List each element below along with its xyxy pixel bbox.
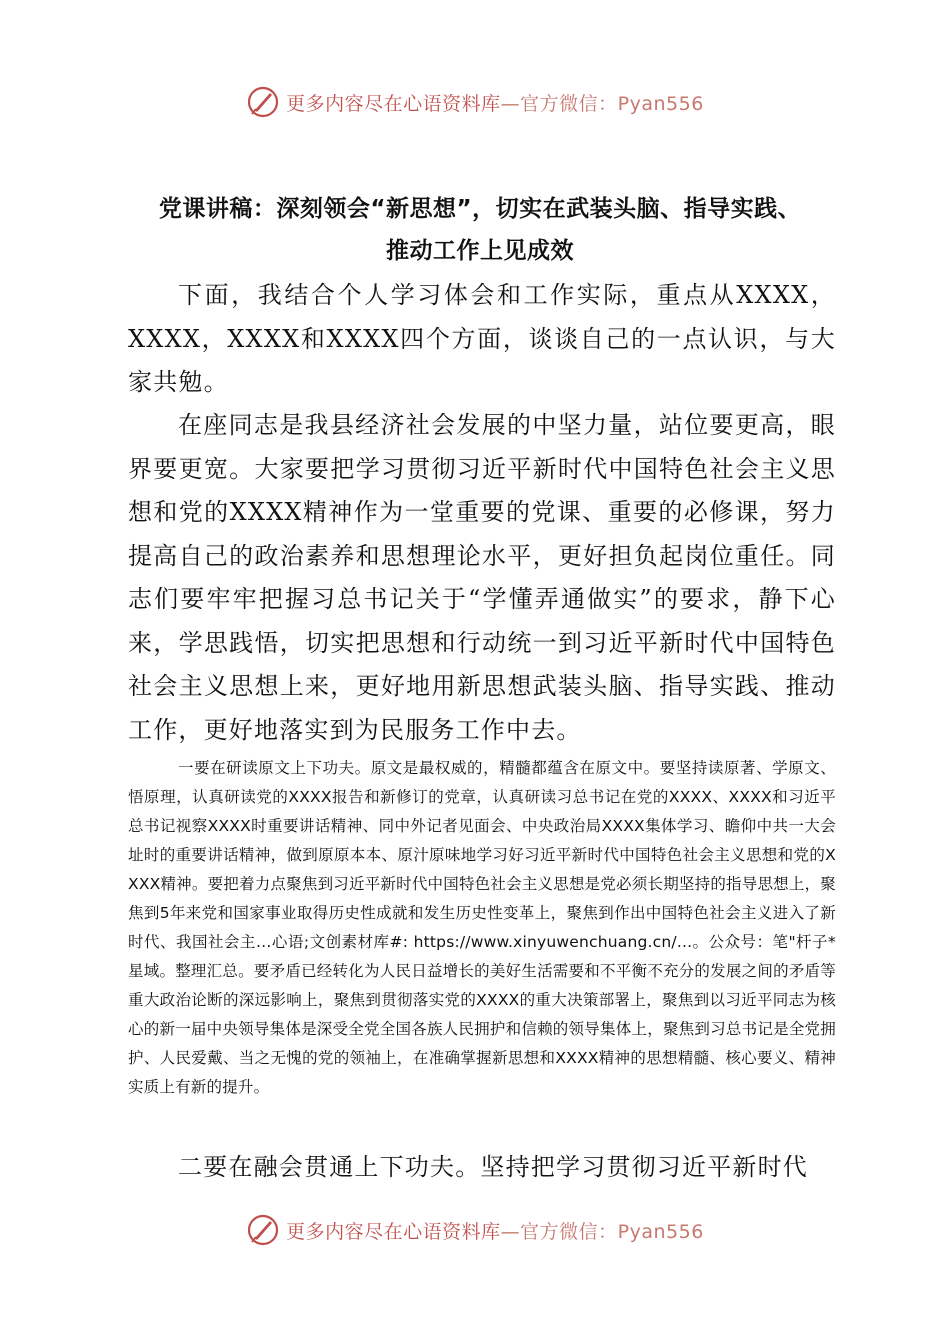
title-line-1: 党课讲稿：深刻领会“新思想”，切实在武装头脑、指导实践、 bbox=[158, 196, 802, 222]
paragraph-study-original-text: 一要在研读原文上下功夫。原文是最权威的，精髓都蕴含在原文中。要坚持读原著、学原文、悟原理，认真研读党的XXXX报告和新修订的党章，认真研读习总书记在党的XXXX、XXXX和习近平总书记视察XXXX时重要讲话精神、同中外记者见面会、中央政治局XXXX集体学习、瞻仰中共一大会址时的重要讲话精神，做到原原本本、原汁原味地学习好习近平新时代中国特色社会主义思想和党的XXXX精神。要把着力点聚焦到习近平新时代中国特色社会主义思想是党必须长期坚持的指导思想上，聚焦到5年来党和国家事业取得历史性成就和发生历史性变革上，聚焦到作出中国特色社会主义进入了新时代、我国社会主…心语;文创素材库#: https://www.xinyuwenchuang.cn/...。公众号：笔"杆子*星域。整理汇总。要矛盾已经转化为人民日益增长的美好生活需要和不平衡不充分的发展之间的矛盾等重大政治论断的深远影响上，聚焦到贯彻落实党的XXXX的重大决策部署上，聚焦到以习近平同志为核心的新一届中央领导集体是深受全党全国各族人民拥护和信赖的领导集体上，聚焦到习总书记是全党拥护、人民爱戴、当之无愧的党的领袖上，在准确掌握新思想和XXXX精神的思想精髓、核心要义、精神实质上有新的提升。 bbox=[128, 759, 836, 1096]
header-banner bbox=[0, 80, 950, 124]
footer-banner bbox=[0, 1208, 950, 1252]
footer-banner-text bbox=[286, 1217, 704, 1244]
quill-pen-logo-icon bbox=[246, 1213, 280, 1247]
document-title bbox=[120, 188, 840, 272]
header-wechat-text: 官方微信：Pyan556 bbox=[520, 92, 704, 115]
footer-wechat-text: 官方微信：Pyan556 bbox=[520, 1220, 704, 1243]
title-line-2: 推动工作上见成效 bbox=[386, 238, 574, 264]
footer-site-text: 更多内容尽在心语资料库 bbox=[286, 1220, 501, 1243]
paragraph-intro: 下面，我结合个人学习体会和工作实际，重点从XXXX，XXXX，XXXX和XXXX四个方面，谈谈自己的一点认识，与大家共勉。 bbox=[128, 281, 836, 396]
header-banner-text bbox=[286, 89, 704, 116]
footer-dash: — bbox=[500, 1220, 521, 1243]
header-site-text: 更多内容尽在心语资料库 bbox=[286, 92, 501, 115]
paragraph-requirements: 在座同志是我县经济社会发展的中坚力量，站位要更高，眼界要更宽。大家要把学习贯彻习近平新时代中国特色社会主义思想和党的XXXX精神作为一堂重要的党课、重要的必修课，努力提高自己的政治素养和思想理论水平，更好担负起岗位重任。同志们要牢牢把握习总书记关于“学懂弄通做实”的要求，静下心来，学思践悟，切实把思想和行动统一到习近平新时代中国特色社会主义思想上来，更好地用新思想武装头脑、指导实践、推动工作，更好地落实到为民服务工作中去。 bbox=[128, 411, 836, 744]
quill-pen-logo-icon bbox=[246, 85, 280, 119]
header-dash: — bbox=[500, 92, 521, 115]
paragraph-integration: 二要在融会贯通上下功夫。坚持把学习贯彻习近平新时代 bbox=[178, 1153, 808, 1181]
